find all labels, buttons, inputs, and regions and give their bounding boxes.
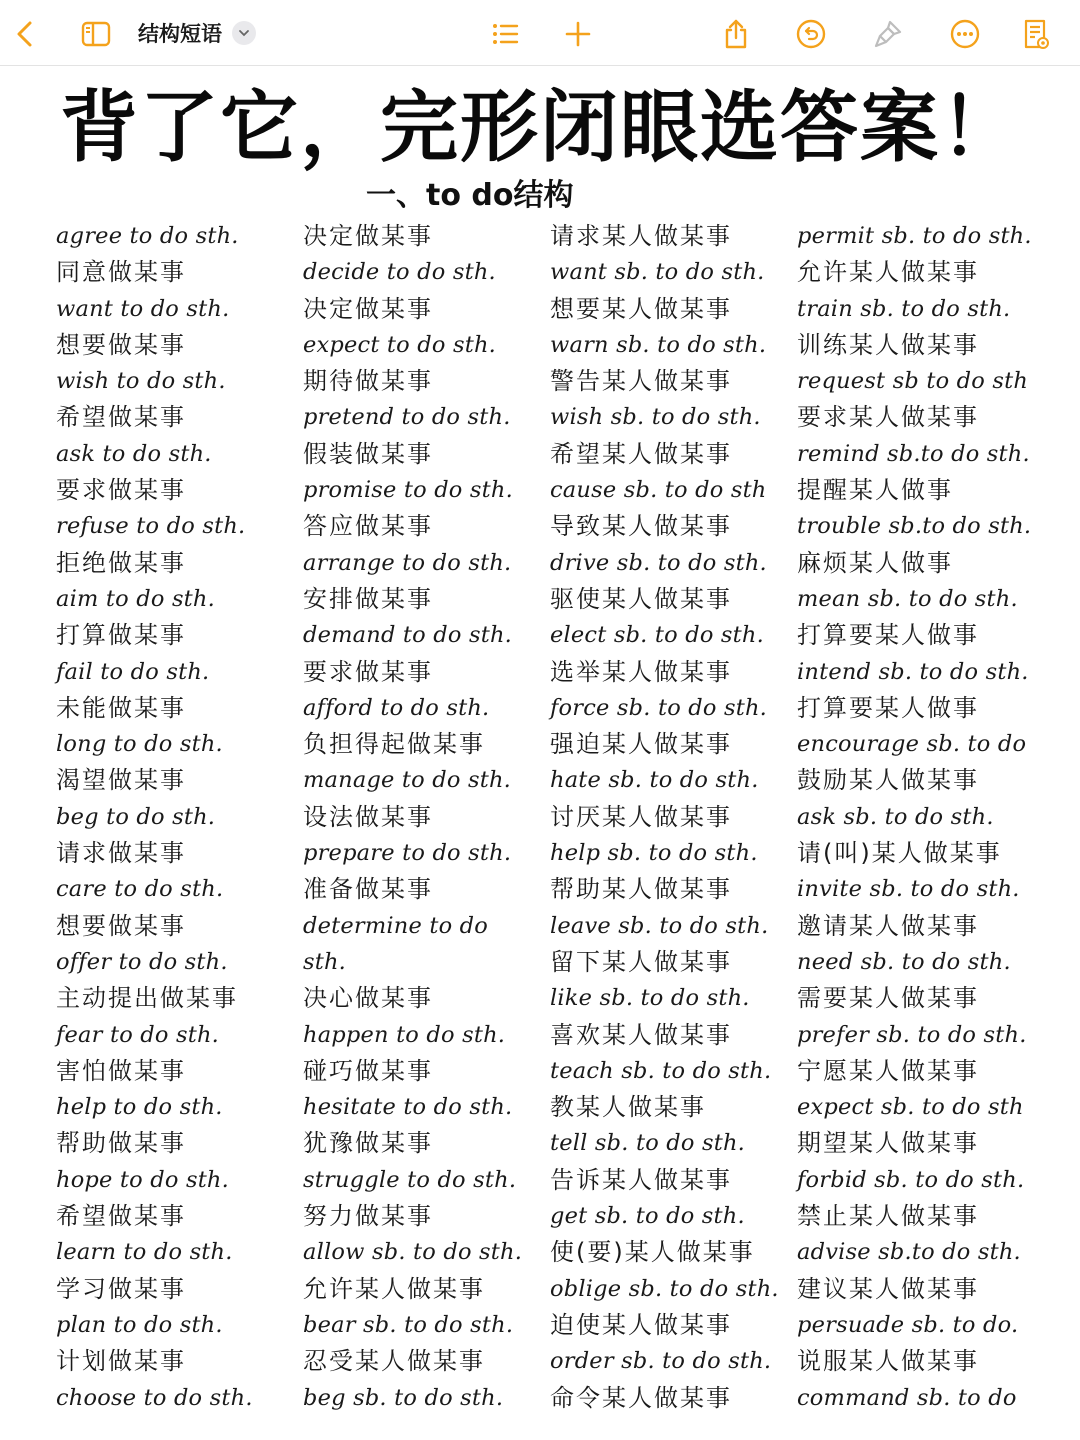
- phrase-english: prepare to do sth.: [303, 840, 512, 867]
- phrase-english: want to do sth.: [56, 295, 230, 322]
- phrase-column-3: [550, 218, 798, 1416]
- markup-brush-icon: [872, 18, 904, 50]
- phrase-english: like sb. to do sth.: [550, 985, 750, 1012]
- phrase-meaning: 努力做某事: [303, 1202, 433, 1231]
- phrase-meaning: 决心做某事: [303, 984, 433, 1013]
- phrase-meaning: 打算要某人做事: [797, 693, 979, 722]
- phrase-english: agree to do sth.: [56, 223, 239, 249]
- phrase-meaning: 碰巧做某事: [303, 1056, 433, 1085]
- chevron-down-icon: [232, 21, 256, 45]
- phrase-meaning: 邀请某人做某事: [797, 911, 979, 940]
- phrase-meaning: 安排做某事: [303, 584, 433, 613]
- phrase-english: manage to do sth.: [303, 767, 511, 794]
- phrase-meaning: 害怕做某事: [56, 1056, 186, 1085]
- phrase-meaning: 允许某人做某事: [303, 1274, 485, 1303]
- document-settings-button[interactable]: [1016, 14, 1056, 54]
- phrase-english: happen to do sth.: [303, 1021, 506, 1048]
- phrase-english: prefer sb. to do sth.: [797, 1021, 1027, 1048]
- phrase-english: care to do sth.: [56, 876, 224, 903]
- phrase-english: refuse to do sth.: [56, 513, 246, 540]
- phrase-meaning: 训练某人做某事: [797, 330, 979, 359]
- phrase-english: promise to do sth.: [303, 477, 513, 504]
- more-icon: [949, 18, 981, 50]
- phrase-english: learn to do sth.: [56, 1239, 233, 1266]
- phrase-meaning: 建议某人做某事: [797, 1274, 979, 1303]
- phrase-meaning: 说服某人做某事: [797, 1347, 979, 1376]
- phrase-english: help sb. to do sth.: [550, 840, 758, 867]
- back-icon: [10, 18, 42, 50]
- phrase-english: leave sb. to do sth.: [550, 912, 769, 939]
- phrase-meaning: 帮助某人做某事: [550, 875, 732, 904]
- phrase-meaning: 犹豫做某事: [303, 1129, 433, 1158]
- phrase-meaning: 请求某人做某事: [550, 222, 732, 250]
- phrase-meaning: 忍受某人做某事: [303, 1347, 485, 1376]
- phrase-meaning: 提醒某人做事: [797, 476, 953, 505]
- phrase-english: persuade sb. to do.: [797, 1311, 1019, 1338]
- phrase-english: fail to do sth.: [56, 658, 210, 685]
- phrase-meaning: 准备做某事: [303, 875, 433, 904]
- phrase-meaning: 允许某人做某事: [797, 258, 979, 287]
- phrase-meaning: 希望做某事: [56, 1202, 186, 1231]
- phrase-meaning: 计划做某事: [56, 1347, 186, 1376]
- phrase-english: struggle to do sth.: [303, 1166, 517, 1193]
- phrase-english: hate sb. to do sth.: [550, 767, 759, 794]
- phrase-english: bear sb. to do sth.: [303, 1311, 514, 1338]
- phrase-meaning: 希望某人做某事: [550, 439, 732, 468]
- phrase-english: teach sb. to do sth.: [550, 1057, 772, 1084]
- phrase-english: hope to do sth.: [56, 1166, 229, 1193]
- phrase-meaning: 要求某人做某事: [797, 403, 979, 432]
- phrase-meaning: 留下某人做某事: [550, 947, 732, 976]
- phrase-column-2: [303, 218, 551, 1416]
- phrase-meaning: 打算要某人做事: [797, 621, 979, 650]
- phrase-english: allow sb. to do sth.: [303, 1239, 523, 1266]
- phrase-meaning: 请(叫)某人做某事: [797, 839, 1002, 868]
- undo-button[interactable]: [791, 14, 831, 54]
- phrase-meaning: 答应做某事: [303, 512, 433, 541]
- phrase-english: ask to do sth.: [56, 440, 212, 467]
- phrase-meaning: 导致某人做某事: [550, 512, 732, 541]
- phrase-meaning: 命令某人做某事: [550, 1383, 732, 1412]
- phrase-meaning: 设法做某事: [303, 802, 433, 831]
- phrase-english: drive sb. to do sth.: [550, 549, 767, 576]
- phrase-meaning: 驱使某人做某事: [550, 584, 732, 613]
- phrase-english: fear to do sth.: [56, 1021, 220, 1048]
- phrase-english: forbid sb. to do sth.: [797, 1166, 1025, 1193]
- phrase-meaning: 鼓励某人做某事: [797, 766, 979, 795]
- phrase-meaning: 期望某人做某事: [797, 1129, 979, 1158]
- phrase-meaning: 渴望做某事: [56, 766, 186, 795]
- phrase-english: permit sb. to do sth.: [797, 223, 1032, 249]
- phrase-english: beg sb. to do sth.: [303, 1384, 504, 1411]
- share-button[interactable]: [716, 14, 756, 54]
- phrase-english: sth.: [303, 948, 347, 975]
- sidebar-icon: [80, 18, 112, 50]
- document-title-menu[interactable]: [138, 18, 256, 48]
- phrase-meaning: 讨厌某人做某事: [550, 802, 732, 831]
- phrase-meaning: 迫使某人做某事: [550, 1310, 732, 1339]
- phrase-meaning: 强迫某人做某事: [550, 730, 732, 759]
- phrase-english: afford to do sth.: [303, 694, 490, 721]
- phrase-meaning: 想要做某事: [56, 330, 186, 359]
- more-button[interactable]: [945, 14, 985, 54]
- phrase-english: expect to do sth.: [303, 331, 496, 358]
- phrase-english: help to do sth.: [56, 1094, 223, 1121]
- phrase-english: tell sb. to do sth.: [550, 1130, 746, 1157]
- phrase-english: cause sb. to do sth: [550, 477, 767, 504]
- sidebar-toggle-button[interactable]: [76, 14, 116, 54]
- phrase-meaning: 打算做某事: [56, 621, 186, 650]
- phrase-meaning: 主动提出做某事: [56, 984, 238, 1013]
- back-button[interactable]: [6, 14, 46, 54]
- phrase-meaning: 希望做某事: [56, 403, 186, 432]
- phrase-english: arrange to do sth.: [303, 549, 512, 576]
- phrase-english: oblige sb. to do sth.: [550, 1275, 779, 1302]
- phrase-english: want sb. to do sth.: [550, 259, 765, 286]
- phrase-english: offer to do sth.: [56, 948, 228, 975]
- phrase-meaning: 负担得起做某事: [303, 730, 485, 759]
- phrase-meaning: 请求做某事: [56, 839, 186, 868]
- phrase-column-4: [797, 218, 1045, 1416]
- markup-button[interactable]: [868, 14, 908, 54]
- phrase-meaning: 决定做某事: [303, 222, 433, 250]
- phrase-english: need sb. to do sth.: [797, 948, 1011, 975]
- phrase-english: long to do sth.: [56, 731, 223, 758]
- toolbar: [0, 0, 1080, 66]
- phrase-english: expect sb. to do sth: [797, 1094, 1024, 1121]
- phrase-english: order sb. to do sth.: [550, 1348, 772, 1375]
- phrase-meaning: 假装做某事: [303, 439, 433, 468]
- share-icon: [720, 18, 752, 50]
- phrase-english: choose to do sth.: [56, 1384, 253, 1411]
- phrase-english: mean sb. to do sth.: [797, 585, 1018, 612]
- phrase-meaning: 决定做某事: [303, 294, 433, 323]
- phrase-english: demand to do sth.: [303, 622, 512, 649]
- phrase-meaning: 学习做某事: [56, 1274, 186, 1303]
- phrase-meaning: 需要某人做某事: [797, 984, 979, 1013]
- phrase-english: beg to do sth.: [56, 803, 216, 830]
- phrase-meaning: 禁止某人做某事: [797, 1202, 979, 1231]
- phrase-english: warn sb. to do sth.: [550, 331, 767, 358]
- phrase-meaning: 教某人做某事: [550, 1093, 706, 1122]
- phrase-meaning: 喜欢某人做某事: [550, 1020, 732, 1049]
- phrase-english: command sb. to do: [797, 1384, 1017, 1411]
- phrase-meaning: 想要某人做某事: [550, 294, 732, 323]
- phrase-meaning: 拒绝做某事: [56, 548, 186, 577]
- phrase-english: invite sb. to do sth.: [797, 876, 1020, 903]
- phrase-meaning: 要求做某事: [303, 657, 433, 686]
- phrase-english: request sb to do sth: [797, 368, 1029, 395]
- phrase-meaning: 同意做某事: [56, 258, 186, 287]
- phrase-meaning: 麻烦某人做事: [797, 548, 953, 577]
- add-icon: [562, 18, 594, 50]
- phrase-english: remind sb.to do sth.: [797, 440, 1030, 467]
- phrase-english: trouble sb.to do sth.: [797, 513, 1032, 540]
- undo-icon: [795, 18, 827, 50]
- phrase-english: decide to do sth.: [303, 259, 496, 286]
- phrase-meaning: 未能做某事: [56, 693, 186, 722]
- phrase-meaning: 帮助做某事: [56, 1129, 186, 1158]
- list-icon: [489, 18, 521, 50]
- phrase-english: aim to do sth.: [56, 585, 215, 612]
- phrase-english: plan to do sth.: [56, 1311, 223, 1338]
- phrase-english: train sb. to do sth.: [797, 295, 1011, 322]
- phrase-english: wish sb. to do sth.: [550, 404, 761, 431]
- phrase-english: ask sb. to do sth.: [797, 803, 994, 830]
- phrase-meaning: 期待做某事: [303, 367, 433, 396]
- phrase-english: pretend to do sth.: [303, 404, 511, 431]
- phrase-meaning: 宁愿某人做某事: [797, 1056, 979, 1085]
- phrase-meaning: 警告某人做某事: [550, 367, 732, 396]
- phrase-english: elect sb. to do sth.: [550, 622, 764, 649]
- add-button[interactable]: [558, 14, 598, 54]
- phrase-column-1: [56, 218, 304, 1416]
- phrase-meaning: 选举某人做某事: [550, 657, 732, 686]
- document-settings-icon: [1020, 18, 1052, 50]
- phrase-english: advise sb.to do sth.: [797, 1239, 1021, 1266]
- page-title: 背了它，完形闭眼选答案！: [59, 83, 1020, 173]
- phrase-english: get sb. to do sth.: [550, 1203, 745, 1230]
- phrase-meaning: 想要做某事: [56, 911, 186, 940]
- document-title: 结构短语: [138, 22, 222, 46]
- phrase-english: wish to do sth.: [56, 368, 226, 395]
- section-title: 一、to do结构: [366, 178, 574, 213]
- phrase-english: intend sb. to do sth.: [797, 658, 1029, 685]
- phrase-english: hesitate to do sth.: [303, 1094, 513, 1121]
- list-format-button[interactable]: [485, 14, 525, 54]
- phrase-english: force sb. to do sth.: [550, 694, 768, 721]
- phrase-english: determine to do: [303, 912, 489, 939]
- phrase-meaning: 使(要)某人做某事: [550, 1238, 755, 1267]
- phrase-meaning: 告诉某人做某事: [550, 1165, 732, 1194]
- phrase-meaning: 要求做某事: [56, 476, 186, 505]
- phrase-english: encourage sb. to do: [797, 731, 1027, 758]
